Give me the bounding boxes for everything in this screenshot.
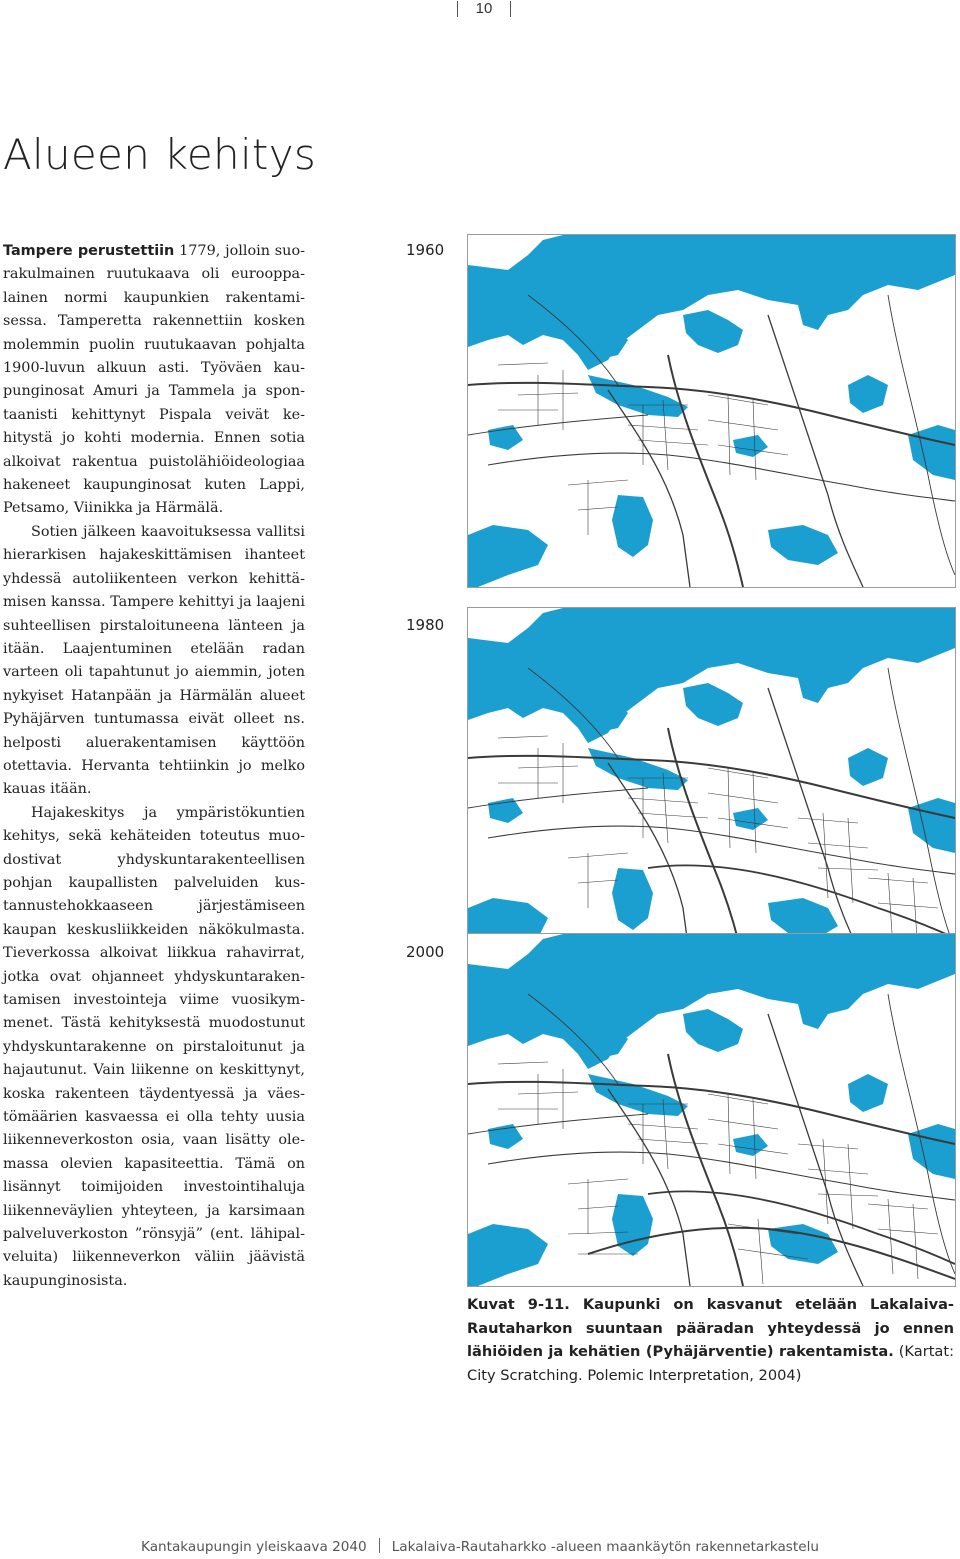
page-title: Alueen kehitys [3, 130, 317, 179]
paragraph-2: Sotien jälkeen kaavoituksessa vallitsi hierarkisen hajakeskittämisen ihanteet yhdessä autoliikenteen verkon kehittämisen kanssa. Tampere kehittyi ja laajeni suhteellisen pirstaloituneena länteen ja itään. Laajentuminen etelään radan varteen oli tapahtunut jo aiemmin, joten nykyiset Hatanpään ja Härmälän alueet Pyhäjärven tuntumassa eivät olleet ns. helposti aluerakentamisen käyttöön otettavia. Hervanta tehtiinkin jo melko kauas itään. [3, 523, 305, 798]
map-year-2000: 2000 [406, 943, 445, 961]
caption-source: (Kartat: City Scratching. Polemic Interpretation, 2004) [467, 1343, 954, 1384]
page-number: 10 [452, 0, 516, 18]
paragraph-3: Hajakeskitys ja ympäristökuntien kehitys, sekä kehäteiden toteutus muodostivat yhdyskuntarakenteellisen pohjan kaupallisten palveluiden kustannustehokkaaseen järjestämiseen kaupan keskusliikkeiden näkökulmasta. Tieverkossa alkoivat liikkua rahavirrat, jotka ovat ohjanneet yhdyskuntarakentamisen investointeja viime vuosikymmenet. Tästä kehityksestä muodostunut yhdyskuntarakenne on pirstaloitunut ja hajautunut. Vain liikenne on keskittynyt, koska rakenteen täydentyessä ja väestömäärien kasvaessa ei olla tehty uusia liikenneverkoston osia, vaan lisätty olemassa olevien kapasiteettia. Tämä on lisännyt toimijoiden investointihaluja liikenneväylien yhteyteen, ja karsimaan palveluverkoston ”rönsyjä” (ent. lähipalveluita) liikenneverkon väliin jäävistä kaupunginosista. [3, 804, 305, 1289]
footer [0, 1538, 960, 1555]
map-1980 [467, 607, 956, 961]
figure-caption [467, 1293, 954, 1387]
map-year-1960: 1960 [406, 241, 445, 259]
map-2000 [467, 933, 956, 1287]
footer-left: Kantakaupungin yleiskaava 2040 [141, 1539, 367, 1555]
body-text [3, 240, 305, 1293]
map-year-1980: 1980 [406, 616, 445, 634]
paragraph-1: Tampere perustettiin 1779, jolloin suorakulmainen ruutukaava oli eurooppalainen normi kaupunkien rakentamisessa. Tamperetta rakennettiin kosken molemmin puolin ruutukaavan pohjalta 1900-luvun alkuun asti. Työväen kaupunginosat Amuri ja Tammela ja spontaanisti kehittynyt Pispala veivät kehitystä jo kohti modernia. Ennen sotia alkoivat rakentua puistolähiöideologiaa hakeneet kaupunginosat kuten Lappi, Petsamo, Viinikka ja Härmälä. [3, 243, 305, 517]
footer-right: Lakalaiva-Rautaharkko -alueen maankäytön rakennetarkastelu [391, 1539, 819, 1555]
map-1960 [467, 234, 956, 588]
caption-bold: Kuvat 9-11. Kaupunki on kasvanut etelään Lakalaiva-Rautaharkon suuntaan pääradan yhteydessä jo ennen lähiöiden ja kehätien (Pyhäjärventie) rakentamista. [467, 1296, 954, 1360]
lead-in: Tampere perustettiin [3, 243, 175, 259]
